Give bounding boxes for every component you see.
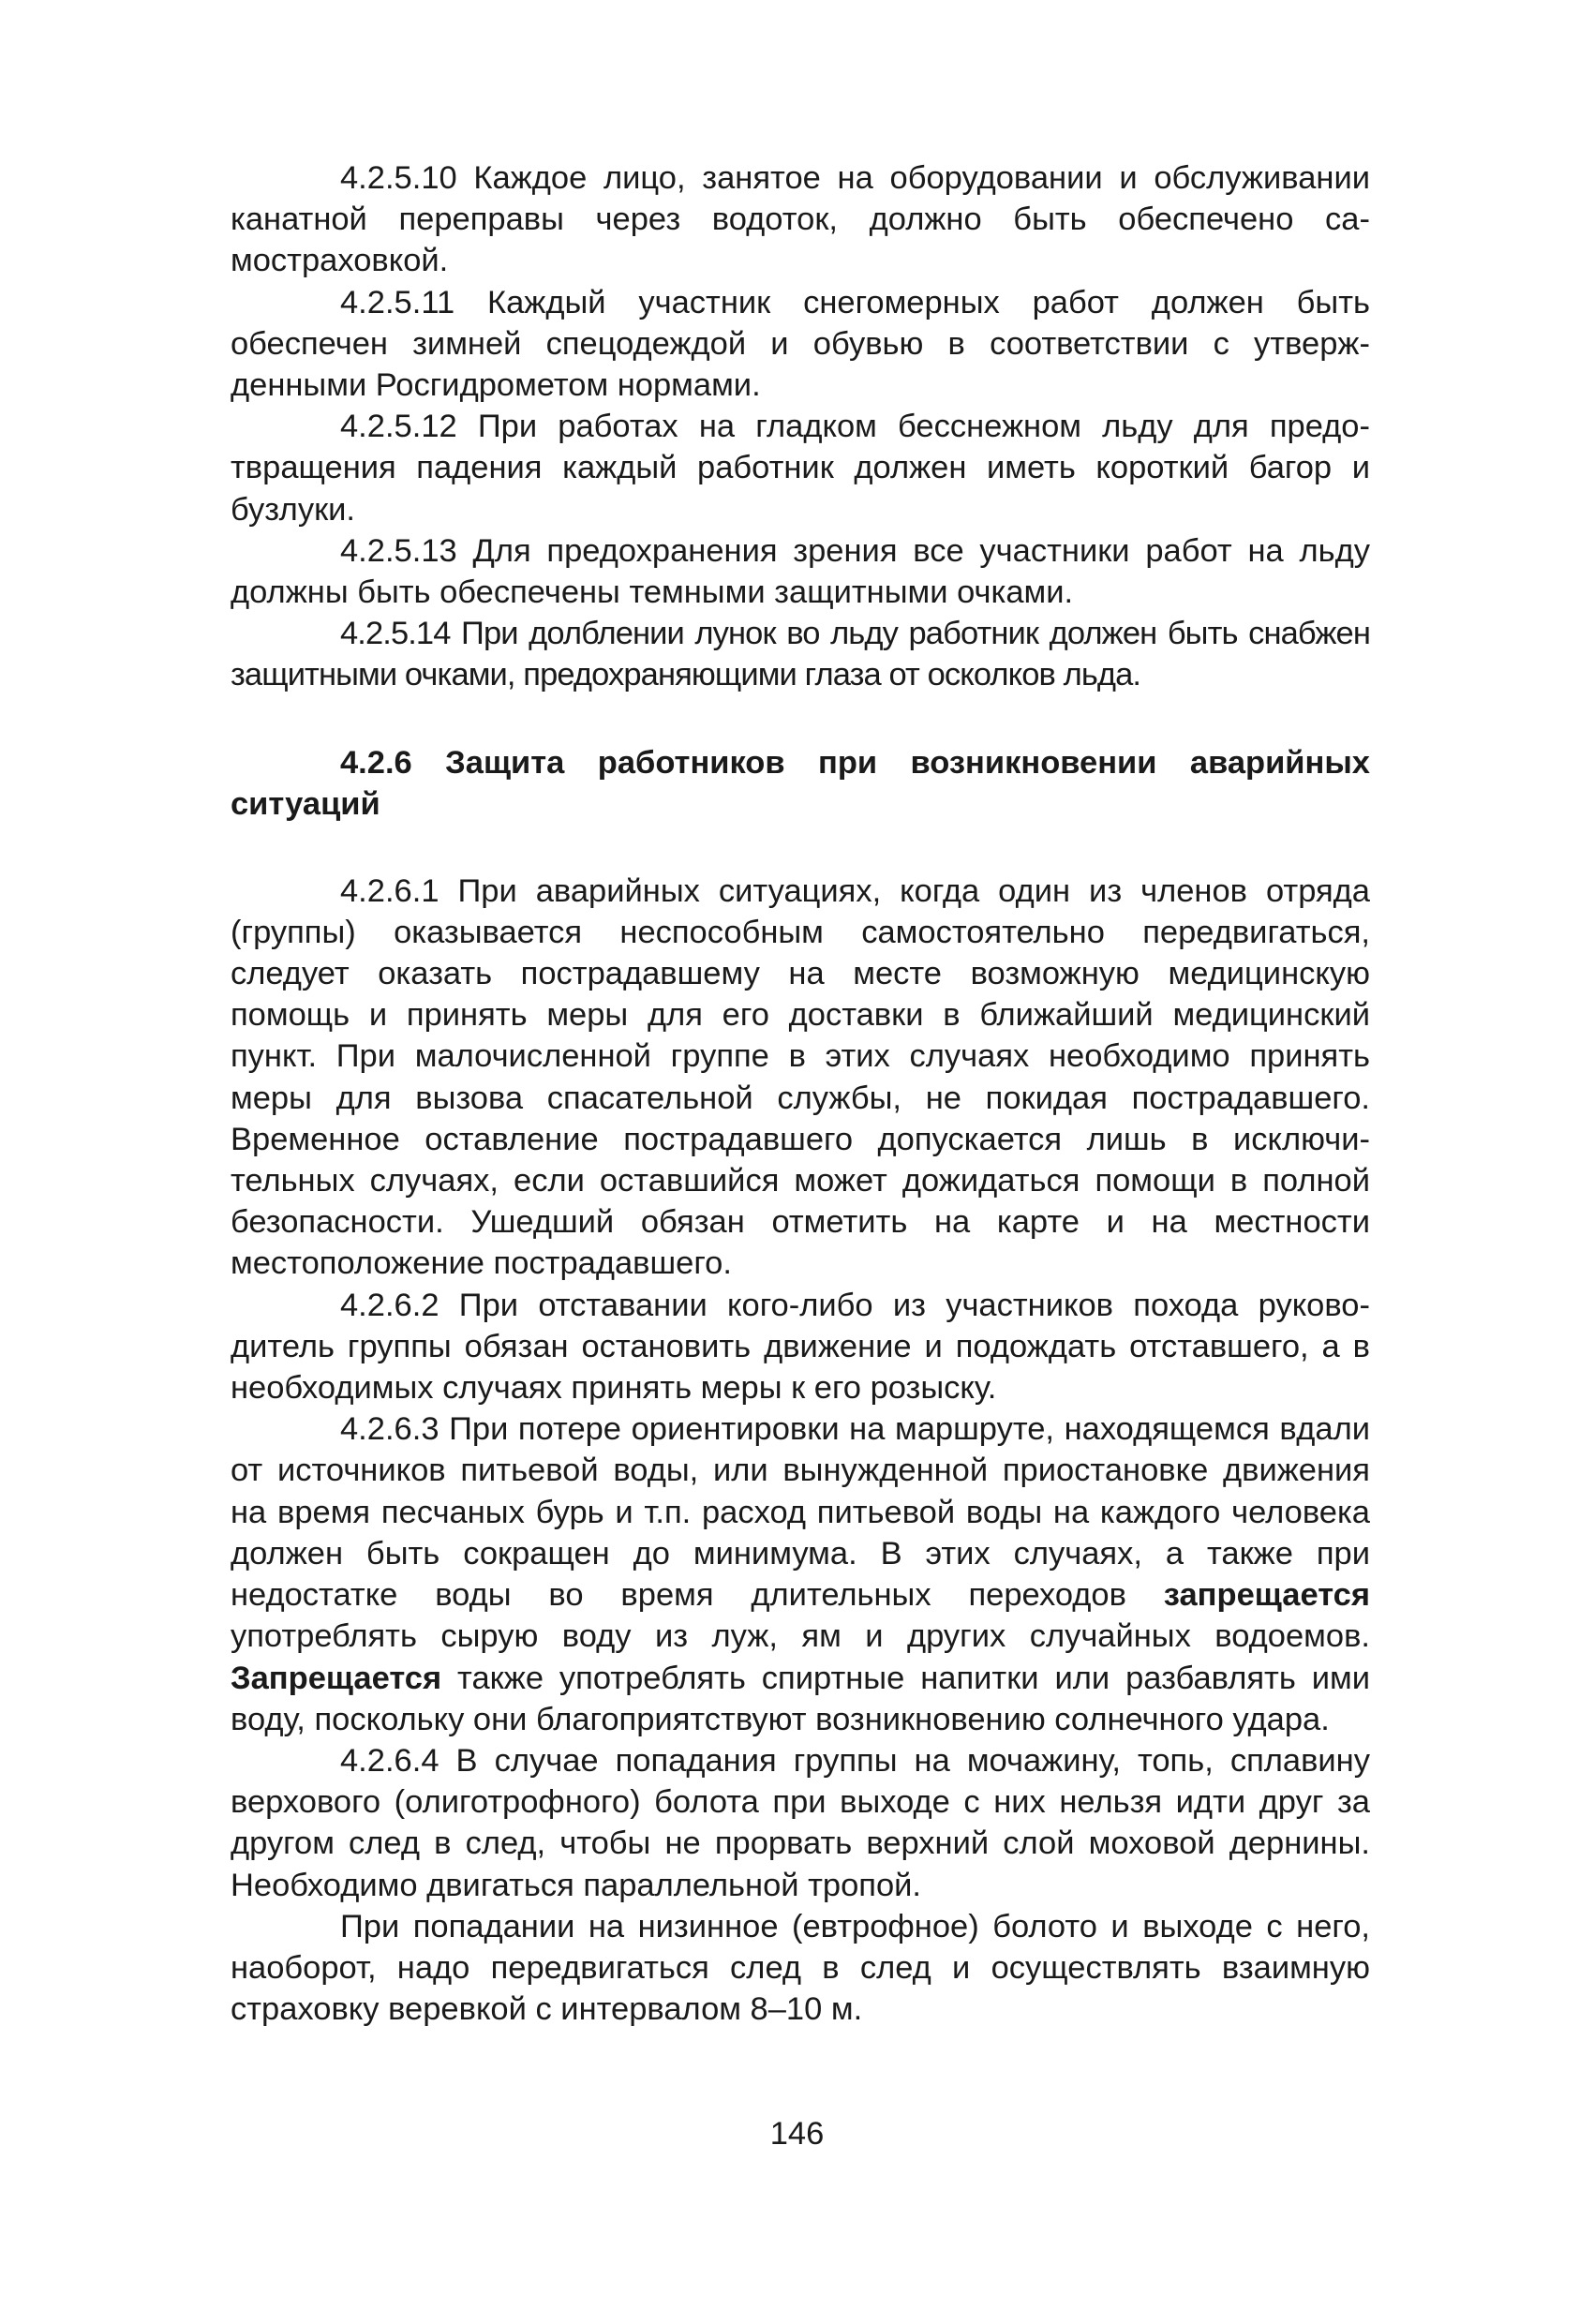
- spacer: [231, 826, 1370, 871]
- paragraph-4-2-6-4: 4.2.6.4 В случае попадания группы на мочажину, топь, сплавину верхового (олиготрофного) болота при выходе с них нельзя идти друг за другом след в след, чтобы не прорвать верхний слой моховой дернины. Необходимо двигаться параллельной тропой.: [231, 1742, 1370, 1903]
- paragraph-4-2-5-14: 4.2.5.14 При долблении лунок во льду работник должен быть снабжен защитными очками, предохраняющими глаза от осколков льда.: [231, 616, 1370, 693]
- emphasis-prohibited: Запрещается: [231, 1660, 442, 1696]
- paragraph-4-2-6-2: 4.2.6.2 При отставании кого-либо из участников похода руководитель группы обязан остановить движение и подождать отставшего, а в необходимых случаях принять меры к его розыску.: [231, 1287, 1370, 1407]
- paragraph-text: употреблять сырую воду из луж, ям и других случайных водоемов.: [231, 1618, 1370, 1655]
- paragraph-bog-crossing: При попадании на низинное (евтрофное) болото и выходе с него, наоборот, надо передвигаться след в след и осуществлять взаимную страховку веревкой с интервалом 8–10 м.: [231, 1908, 1370, 2028]
- page-number: 146: [769, 2116, 825, 2152]
- paragraph-4-2-5-11: 4.2.5.11 Каждый участник снегомерных работ должен быть обеспечен зимней спецодеждой и обувью в соответствии с утвержденными Росгидрометом нормами.: [231, 284, 1370, 404]
- paragraph-4-2-5-13: 4.2.5.13 Для предохранения зрения все участники работ на льду должны быть обеспечены темными защитными очками.: [231, 532, 1370, 611]
- paragraph-4-2-6-1: 4.2.6.1 При аварийных ситуациях, когда один из членов отряда (группы) оказывается неспособным самостоятельно передвигаться, следует оказать пострадавшему на месте возможную медицинскую помощь и принять меры для его доставки в ближайший медицинский пункт. При малочисленной группе в этих случаях необходимо принять меры для вызова спасательной службы, не покидая пострадавшего. Временное оставление пострадавшего допускается лишь в исключительных случаях, если оставшийся может дожидаться помощи в полной безопасности. Ушедший обязан отметить на карте и на местности местоположение пострадавшего.: [231, 872, 1370, 1282]
- paragraph-text: также употреблять спиртные напитки или разбавлять ими воду, поскольку они благоприятствуют возникновению солнечного удара.: [231, 1660, 1370, 1737]
- paragraph-4-2-6-3: [231, 1408, 1370, 1740]
- spacer: [231, 696, 1370, 742]
- emphasis-prohibited: запрещается: [1163, 1577, 1370, 1614]
- paragraph-4-2-5-12: 4.2.5.12 При работах на гладком бесснежном льду для предотвращения падения каждый работник должен иметь короткий багор и бузлуки.: [231, 409, 1370, 528]
- section-heading-4-2-6: 4.2.6 Защита работников при возникновении аварийных ситуаций: [231, 744, 1370, 823]
- paragraph-text: 4.2.6.3 При потере ориентировки на маршруте, находящемся вдали от источников питьевой воды, или вынужденной приостановке движения на время песчаных бурь и т.п. расход питьевой воды на каждого человека должен быть сокращен до минимума. В этих случаях, а также при недостатке воды во время длительных переходов: [231, 1411, 1370, 1614]
- paragraph-4-2-5-10: 4.2.5.10 Каждое лицо, занятое на оборудовании и обслуживании канатной переправы через водоток, должно быть обеспечено самостраховкой.: [231, 160, 1370, 279]
- document-page: [231, 157, 1370, 2030]
